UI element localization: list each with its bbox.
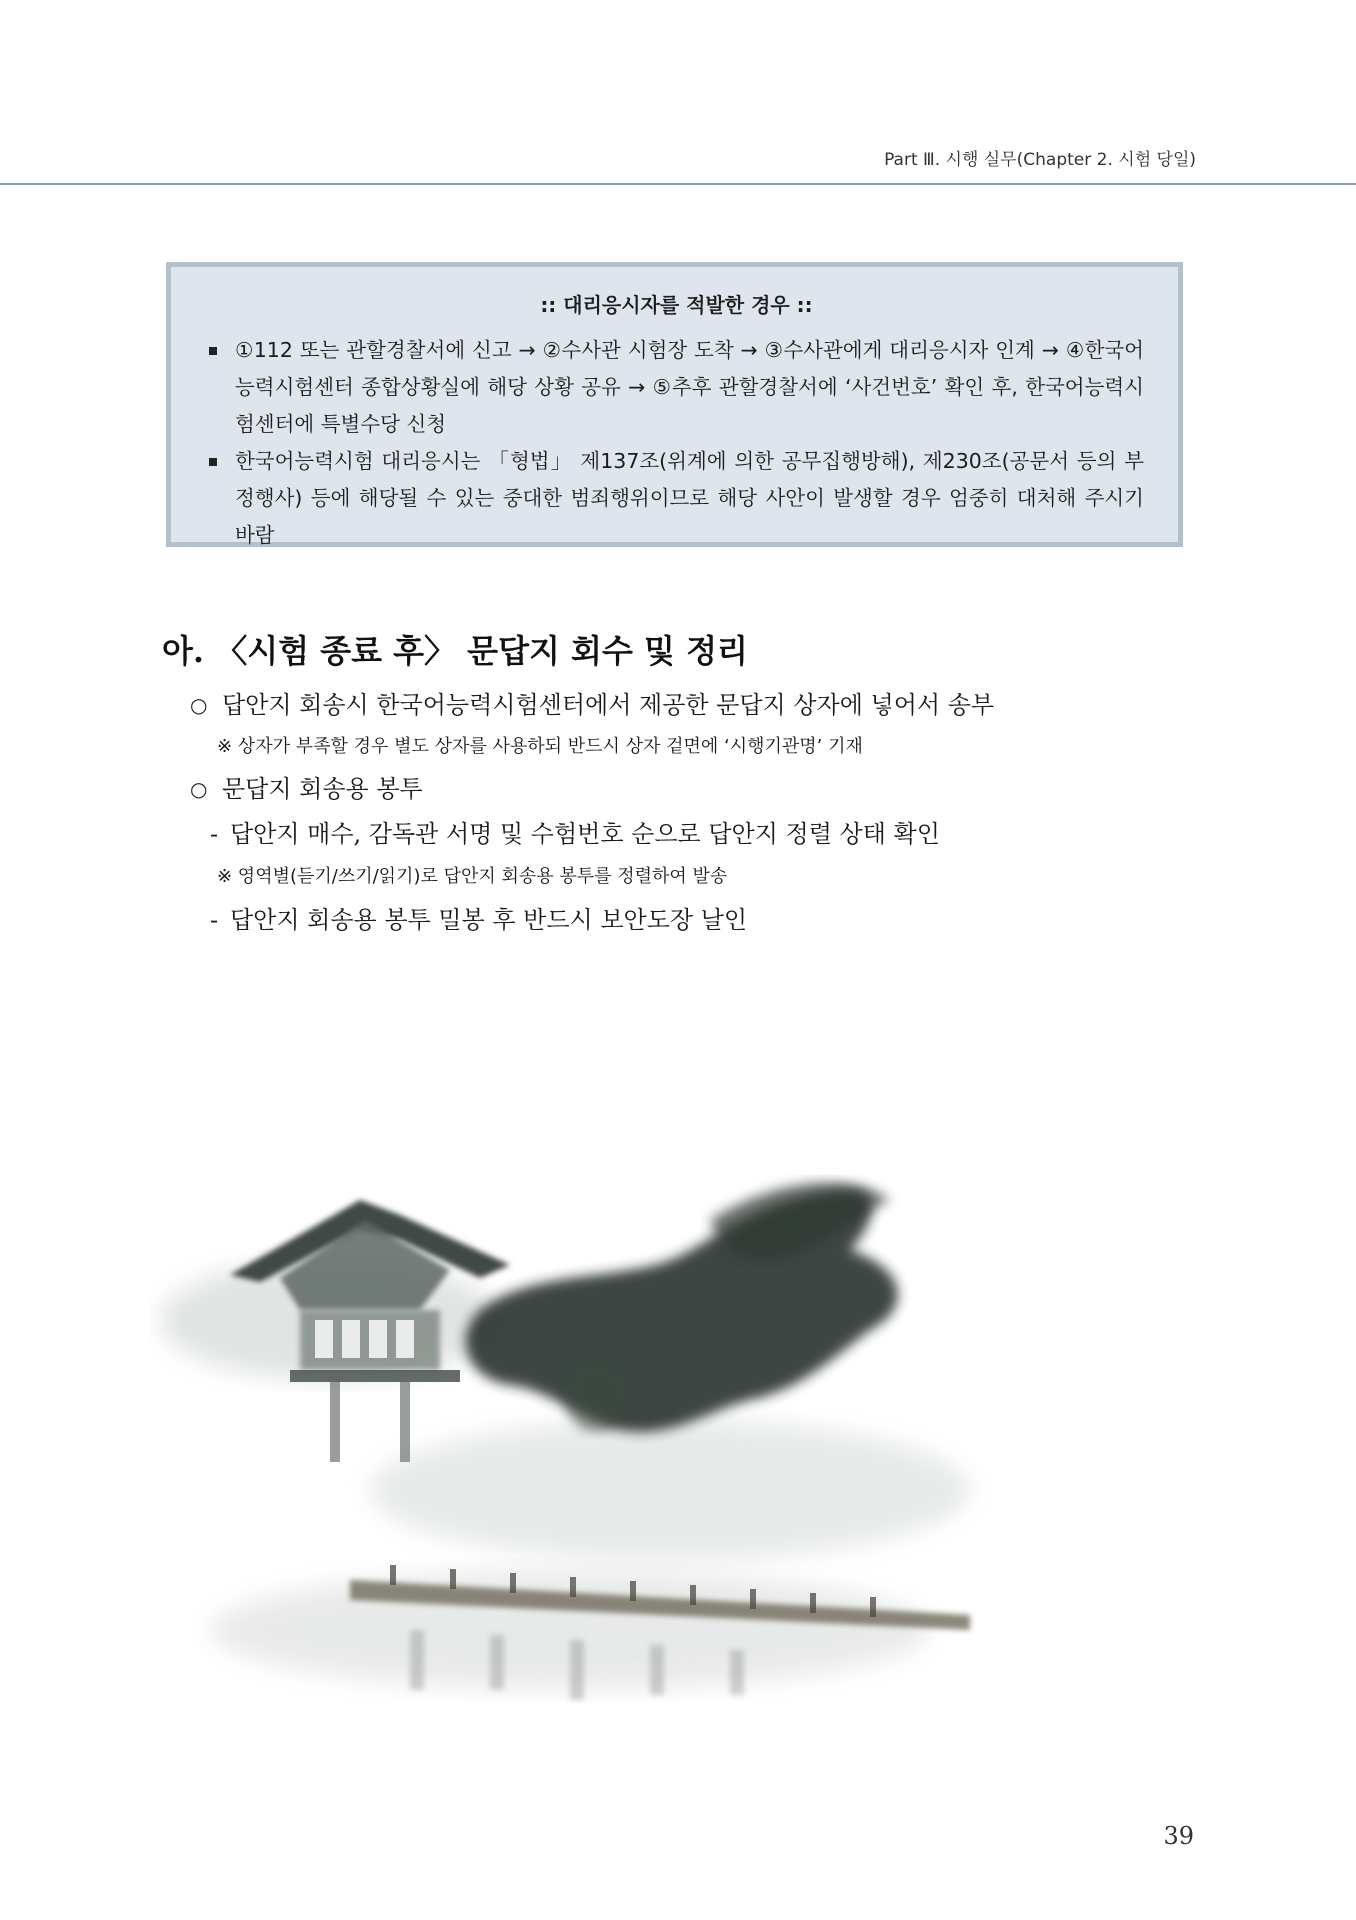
section-heading: 아. 〈시험 종료 후〉 문답지 회수 및 정리: [162, 632, 748, 670]
list-item-text: 문답지 회송용 봉투: [222, 775, 423, 803]
notice-item: [209, 443, 1144, 554]
dash-bullet-icon: -: [210, 906, 219, 934]
notice-item: [209, 332, 1144, 443]
notice-box: [166, 262, 1183, 547]
note-text: ※ 영역별(듣기/쓰기/읽기)로 답안지 회송용 봉투를 정렬하여 발송: [217, 866, 728, 887]
notice-item-text: ①112 또는 관할경찰서에 신고 → ②수사관 시험장 도착 → ③수사관에게 대리응시자 인계 → ④한국어능력시험센터 종합상황실에 해당 상황 공유 → ⑤추후 관할경찰서에 ‘사건번호’ 확인 후, 한국어능력시험센터에 특별수당 신청: [235, 338, 1144, 436]
section-content: [162, 683, 1122, 943]
note-line: [162, 727, 1122, 767]
list-item-text: 답안지 회송시 한국어능력시험센터에서 제공한 문답지 상자에 넣어서 송부: [222, 691, 995, 719]
sub-list-item-text: 답안지 매수, 감독관 서명 및 수험번호 순으로 답안지 정렬 상태 확인: [230, 820, 940, 848]
ink-wash-pavilion-illustration: [150, 1160, 1110, 1760]
notice-item-text: 한국어능력시험 대리응시는 「형법」 제137조(위계에 의한 공무집행방해), 제230조(공문서 등의 부정행사) 등에 해당될 수 있는 중대한 범죄행위이므로 해당 사안이 발생할 경우 엄중히 대처해 주시기 바람: [235, 449, 1144, 547]
header-rule: [0, 183, 1356, 185]
sub-list-item-text: 답안지 회송용 봉투 밀봉 후 반드시 보안도장 날인: [230, 906, 748, 934]
sub-list-item: [162, 897, 1122, 943]
notice-title: :: 대리응시자를 적발한 경우 ::: [540, 293, 813, 317]
page-number: 39: [1163, 1822, 1194, 1850]
circle-bullet-icon: ○: [190, 777, 208, 801]
dash-bullet-icon: -: [210, 820, 219, 848]
running-header: Part Ⅲ. 시행 실무(Chapter 2. 시험 당일): [884, 150, 1196, 170]
list-item: [162, 767, 1122, 811]
sub-list-item: [162, 811, 1122, 857]
note-text: ※ 상자가 부족할 경우 별도 상자를 사용하되 반드시 상자 겉면에 ‘시행기관명’ 기재: [217, 736, 863, 757]
bullet-square-icon: [209, 458, 217, 466]
circle-bullet-icon: ○: [190, 693, 208, 717]
note-line: [162, 857, 1122, 897]
bullet-square-icon: [209, 347, 217, 355]
list-item: [162, 683, 1122, 727]
